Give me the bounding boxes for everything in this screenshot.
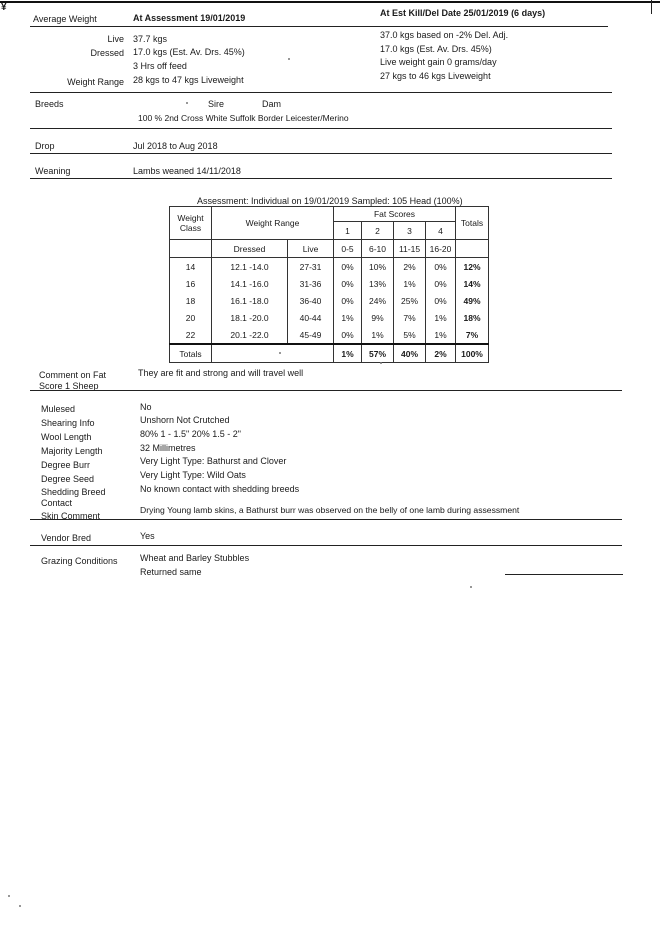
weights-divider xyxy=(30,92,612,93)
fat-2-cell: 24% xyxy=(362,292,394,309)
fat-4-cell: 0% xyxy=(426,258,456,276)
degree-seed-value: Very Light Type: Wild Oats xyxy=(140,470,246,480)
fat-4-cell: 0% xyxy=(426,292,456,309)
fat-scores-header: Fat Scores xyxy=(334,207,456,222)
shearing-value: Unshorn Not Crutched xyxy=(140,415,230,425)
sire-label: Sire xyxy=(208,99,225,109)
breeds-value: 100 % 2nd Cross White Suffolk Border Leicester/Merino xyxy=(138,113,349,123)
fat-1-cell: 0% xyxy=(334,258,362,276)
scan-speck xyxy=(19,905,21,907)
header-divider xyxy=(30,26,608,27)
dressed-range-cell: 20.1 -22.0 xyxy=(212,326,288,344)
kill-dressed-value: 17.0 kgs (Est. Av. Drs. 45%) xyxy=(380,44,492,54)
vendor-divider xyxy=(30,545,622,546)
fat-score-number: 3 xyxy=(394,222,426,240)
drop-value: Jul 2018 to Aug 2018 xyxy=(133,141,218,151)
drop-divider xyxy=(30,153,612,154)
feed-value: 3 Hrs off feed xyxy=(133,61,187,71)
mulesed-label: Mulesed xyxy=(41,404,76,414)
fat-score-range: 11-15 xyxy=(394,240,426,258)
comment-value: They are fit and strong and will travel well xyxy=(138,368,304,378)
weight-class-cell: 18 xyxy=(170,292,212,309)
skin-comment-value: Drying Young lamb skins, a Bathurst burr was observed on the belly of one lamb during assessment xyxy=(140,505,520,515)
kill-gain-value: Live weight gain 0 grams/day xyxy=(380,57,497,67)
breeds-divider xyxy=(30,128,612,129)
table-row xyxy=(170,258,489,276)
mulesed-value: No xyxy=(140,402,152,412)
fat-2-cell: 1% xyxy=(362,326,394,344)
row-total-cell: 7% xyxy=(456,326,489,344)
dressed-label: Dressed xyxy=(90,48,124,58)
degree-burr-label: Degree Burr xyxy=(41,460,91,470)
wool-length-value: 80% 1 - 1.5" 20% 1.5 - 2" xyxy=(140,429,241,439)
scan-speck xyxy=(8,895,10,897)
shedding-label-line1: Shedding Breed xyxy=(41,487,106,497)
row-total-cell: 14% xyxy=(456,275,489,292)
table-row xyxy=(170,309,489,326)
average-weight-label: Average Weight xyxy=(33,14,97,24)
fat-score-number: 4 xyxy=(426,222,456,240)
totals-header: Totals xyxy=(456,207,489,240)
weaning-value: Lambs weaned 14/11/2018 xyxy=(133,166,241,176)
weaning-divider xyxy=(30,178,612,179)
row-total-cell: 12% xyxy=(456,258,489,276)
weight-range-value: 28 kgs to 47 kgs Liveweight xyxy=(133,75,244,85)
fat-score-table xyxy=(169,206,489,363)
kill-date-title: At Est Kill/Del Date 25/01/2019 (6 days) xyxy=(380,8,546,18)
live-header: Live xyxy=(288,240,334,258)
dressed-range-cell: 12.1 -14.0 xyxy=(212,258,288,276)
fat-1-cell: 0% xyxy=(334,326,362,344)
breeds-label: Breeds xyxy=(35,99,64,109)
row-total-cell: 18% xyxy=(456,309,489,326)
live-label: Live xyxy=(107,34,124,44)
table-row xyxy=(170,275,489,292)
total-fat-4: 2% xyxy=(426,344,456,363)
grazing-value-line2: Returned same xyxy=(140,567,202,577)
comment-label-line1: Comment on Fat xyxy=(39,370,107,380)
scan-speck xyxy=(288,58,290,60)
weight-class-cell: 20 xyxy=(170,309,212,326)
fat-score-number: 1 xyxy=(334,222,362,240)
weight-class-header: Weight Class xyxy=(170,207,212,240)
live-range-cell: 27-31 xyxy=(288,258,334,276)
blank-cell xyxy=(212,344,334,363)
shearing-label: Shearing Info xyxy=(41,418,95,428)
skin-divider xyxy=(30,519,622,520)
live-value: 37.7 kgs xyxy=(133,34,168,44)
blank-cell xyxy=(170,240,212,258)
dressed-header: Dressed xyxy=(212,240,288,258)
live-range-cell: 40-44 xyxy=(288,309,334,326)
fat-score-range: 6-10 xyxy=(362,240,394,258)
table-row xyxy=(170,326,489,344)
wool-length-label: Wool Length xyxy=(41,432,92,442)
fat-4-cell: 0% xyxy=(426,275,456,292)
total-fat-1: 1% xyxy=(334,344,362,363)
dressed-range-cell: 16.1 -18.0 xyxy=(212,292,288,309)
kill-range-value: 27 kgs to 46 kgs Liveweight xyxy=(380,71,491,81)
degree-seed-label: Degree Seed xyxy=(41,474,95,484)
total-fat-3: 40% xyxy=(394,344,426,363)
vendor-bred-label: Vendor Bred xyxy=(41,533,92,543)
scan-speck xyxy=(380,362,382,364)
scan-speck xyxy=(470,586,472,588)
live-range-cell: 45-49 xyxy=(288,326,334,344)
assessment-title: At Assessment 19/01/2019 xyxy=(133,13,246,23)
blank-cell xyxy=(456,240,489,258)
grazing-label: Grazing Conditions xyxy=(41,556,118,566)
fat-score-range: 0-5 xyxy=(334,240,362,258)
fat-4-cell: 1% xyxy=(426,309,456,326)
fat-score-number: 2 xyxy=(362,222,394,240)
row-total-cell: 49% xyxy=(456,292,489,309)
degree-burr-value: Very Light Type: Bathurst and Clover xyxy=(140,456,287,466)
weight-range-header: Weight Range xyxy=(212,207,334,240)
live-range-cell: 31-36 xyxy=(288,275,334,292)
comment-label-line2: Score 1 Sheep xyxy=(39,381,99,391)
fat-2-cell: 9% xyxy=(362,309,394,326)
scan-speck xyxy=(186,102,188,104)
grazing-value-line1: Wheat and Barley Stubbles xyxy=(140,553,250,563)
fat-1-cell: 0% xyxy=(334,292,362,309)
weight-range-label: Weight Range xyxy=(67,77,124,87)
majority-length-label: Majority Length xyxy=(41,446,103,456)
grand-total: 100% xyxy=(456,344,489,363)
majority-length-value: 32 Millimetres xyxy=(140,443,196,453)
kill-live-value: 37.0 kgs based on -2% Del. Adj. xyxy=(380,30,509,40)
corner-mark: ¥ xyxy=(1,2,7,13)
total-fat-2: 57% xyxy=(362,344,394,363)
vendor-bred-value: Yes xyxy=(140,531,155,541)
fat-1-cell: 0% xyxy=(334,275,362,292)
weight-class-cell: 16 xyxy=(170,275,212,292)
fat-3-cell: 5% xyxy=(394,326,426,344)
assessment-caption: Assessment: Individual on 19/01/2019 Sampled: 105 Head (100%) xyxy=(197,196,463,206)
shedding-value: No known contact with shedding breeds xyxy=(140,484,300,494)
scan-speck xyxy=(279,352,281,354)
dressed-value: 17.0 kgs (Est. Av. Drs. 45%) xyxy=(133,47,245,57)
fat-3-cell: 7% xyxy=(394,309,426,326)
fat-2-cell: 10% xyxy=(362,258,394,276)
fat-4-cell: 1% xyxy=(426,326,456,344)
shedding-label-line2: Contact xyxy=(41,498,73,508)
grazing-divider xyxy=(505,574,623,575)
fat-2-cell: 13% xyxy=(362,275,394,292)
fat-score-range: 16-20 xyxy=(426,240,456,258)
top-border xyxy=(0,1,660,3)
dressed-range-cell: 14.1 -16.0 xyxy=(212,275,288,292)
right-border xyxy=(651,0,652,14)
dressed-range-cell: 18.1 -20.0 xyxy=(212,309,288,326)
comment-divider xyxy=(30,390,622,391)
fat-3-cell: 2% xyxy=(394,258,426,276)
fat-1-cell: 1% xyxy=(334,309,362,326)
fat-3-cell: 1% xyxy=(394,275,426,292)
live-range-cell: 36-40 xyxy=(288,292,334,309)
weight-class-cell: 14 xyxy=(170,258,212,276)
skin-comment-label: Skin Comment xyxy=(41,511,101,521)
dam-label: Dam xyxy=(262,99,282,109)
table-row xyxy=(170,292,489,309)
fat-3-cell: 25% xyxy=(394,292,426,309)
drop-label: Drop xyxy=(35,141,55,151)
weight-class-cell: 22 xyxy=(170,326,212,344)
weaning-label: Weaning xyxy=(35,166,71,176)
totals-label: Totals xyxy=(170,344,212,363)
